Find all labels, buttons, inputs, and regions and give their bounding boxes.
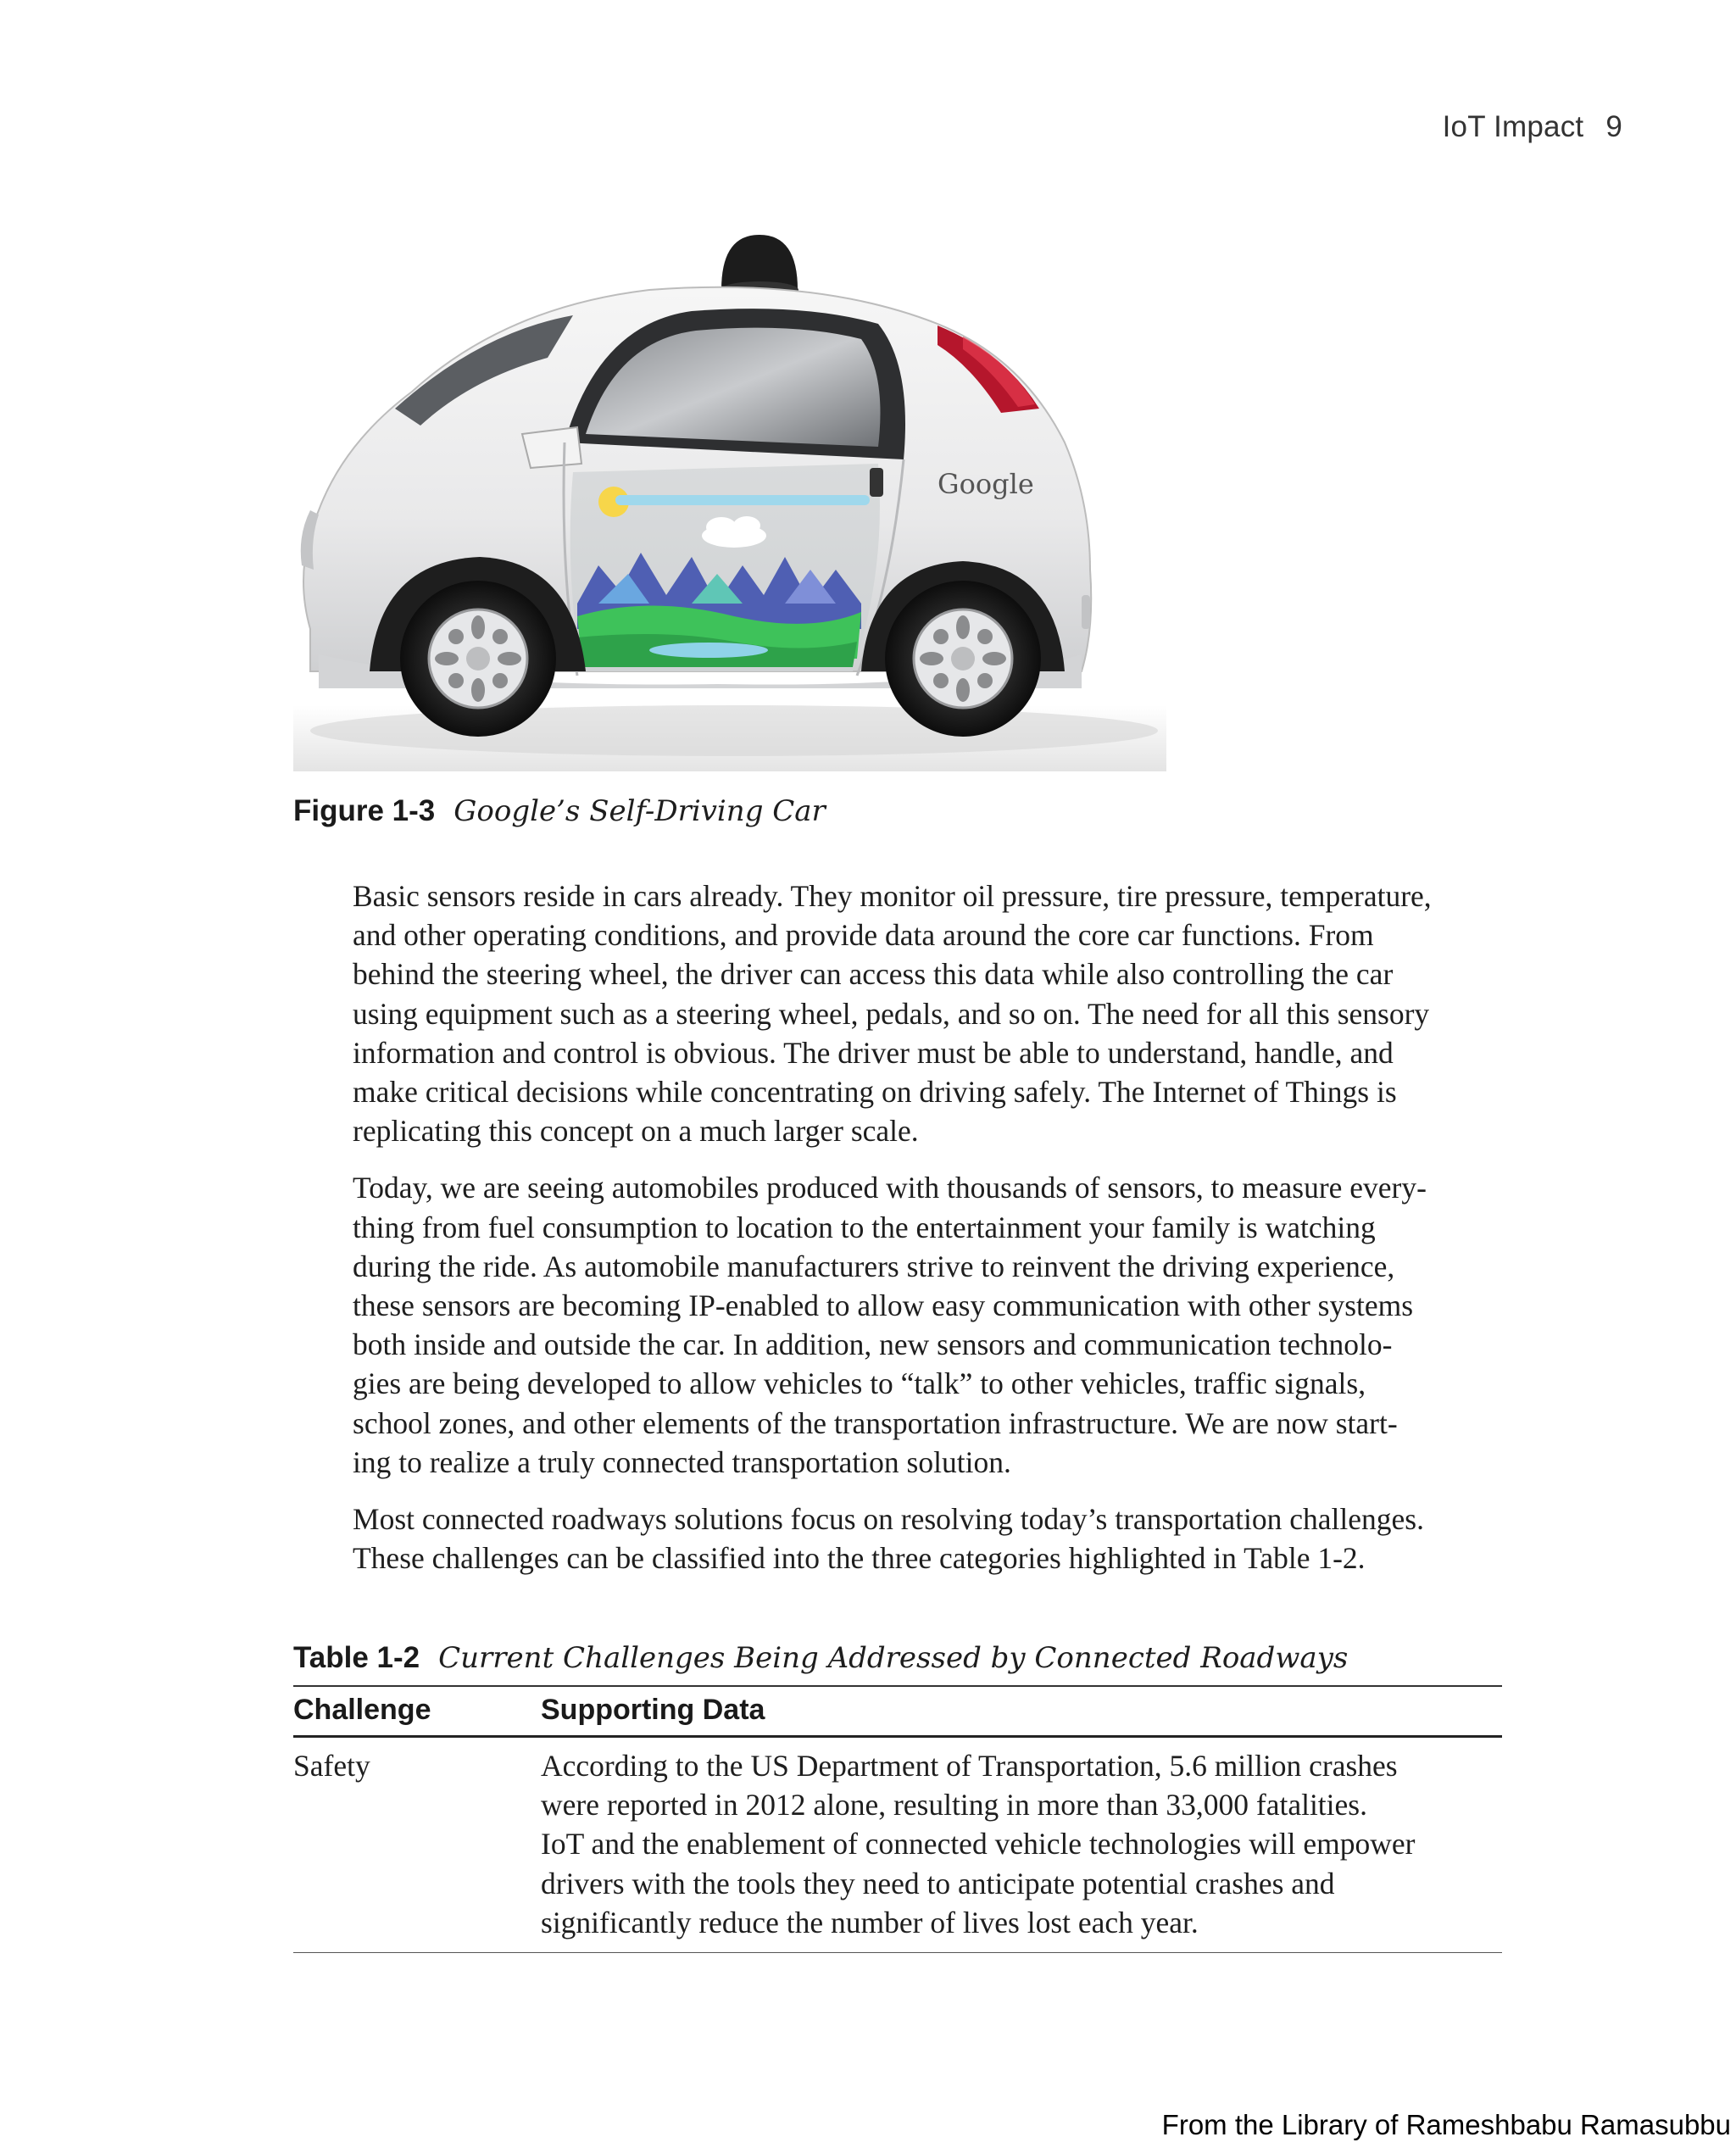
column-header-supporting-data: Supporting Data [541, 1686, 1502, 1737]
cell-line: drivers with the tools they need to anticipate potential crashes and [541, 1866, 1335, 1900]
text-line: these sensors are becoming IP-enabled to allow easy communication with other systems [353, 1288, 1414, 1323]
cell-line: significantly reduce the number of lives lost each year. [541, 1905, 1199, 1939]
text-line: Today, we are seeing automobiles produced with thousands of sensors, to measure every- [353, 1171, 1427, 1205]
text-line: replicating this concept on a much larger scale. [353, 1114, 919, 1149]
front-wheel [400, 581, 556, 737]
text-line: make critical decisions while concentrating on driving safely. The Internet of Things is [353, 1075, 1397, 1110]
text-line: and other operating conditions, and provide data around the core car functions. From [353, 918, 1374, 953]
challenges-table [293, 1685, 1502, 1953]
text-line: ing to realize a truly connected transportation solution. [353, 1444, 1011, 1479]
paragraph-3 [353, 1500, 1497, 1578]
text-line: Basic sensors reside in cars already. They monitor oil pressure, tire pressure, temperature, [353, 879, 1432, 913]
text-line: using equipment such as a steering wheel, pedals, and so on. The need for all this sensory [353, 996, 1430, 1031]
text-line: both inside and outside the car. In addition, new sensors and communication technolo- [353, 1327, 1393, 1362]
cell-line: were reported in 2012 alone, resulting in more than 33,000 fatalities. [541, 1788, 1367, 1822]
text-line: Most connected roadways solutions focus on resolving today’s transportation challenges. [353, 1502, 1424, 1537]
text-line: during the ride. As automobile manufacturers strive to reinvent the driving experience, [353, 1249, 1395, 1283]
paragraph-1 [353, 876, 1497, 1150]
self-driving-car-figure [293, 231, 1166, 771]
running-head [1443, 110, 1622, 144]
figure-caption [293, 794, 826, 828]
text-line: behind the steering wheel, the driver can access this data while also controlling the car [353, 957, 1394, 992]
rear-wheel [885, 581, 1041, 737]
body-text [353, 876, 1497, 1595]
column-header-challenge: Challenge [293, 1686, 541, 1737]
supporting-data-cell [541, 1737, 1502, 1953]
cell-line: According to the US Department of Transportation, 5.6 million crashes [541, 1749, 1398, 1783]
text-line: These challenges can be classified into the three categories highlighted in Table 1-2. [353, 1541, 1366, 1576]
paragraph-2 [353, 1168, 1497, 1482]
section-title: IoT Impact [1442, 110, 1584, 143]
table-header-row [293, 1686, 1502, 1737]
table-caption [293, 1641, 1348, 1675]
library-footer-note: From the Library of Rameshbabu Ramasubbu [1161, 2109, 1731, 2140]
table-title: Current Challenges Being Addressed by Connected Roadways [438, 1641, 1349, 1675]
page-number: 9 [1605, 110, 1622, 143]
text-line: school zones, and other elements of the transportation infrastructure. We are now start- [353, 1405, 1398, 1440]
text-line: gies are being developed to allow vehicles to “talk” to other vehicles, traffic signals, [353, 1366, 1366, 1401]
figure-title: Google’s Self-Driving Car [453, 794, 826, 828]
text-line: thing from fuel consumption to location to the entertainment your family is watching [353, 1210, 1376, 1244]
challenge-cell: Safety [293, 1737, 541, 1953]
text-line: information and control is obvious. The driver must be able to understand, handle, and [353, 1035, 1394, 1070]
car-logo-text: Google [938, 468, 1034, 500]
cell-line: IoT and the enablement of connected vehicle technologies will empower [541, 1827, 1416, 1861]
figure-label: Figure 1-3 [293, 794, 436, 827]
table-row [293, 1737, 1502, 1953]
table-label: Table 1-2 [293, 1641, 420, 1674]
